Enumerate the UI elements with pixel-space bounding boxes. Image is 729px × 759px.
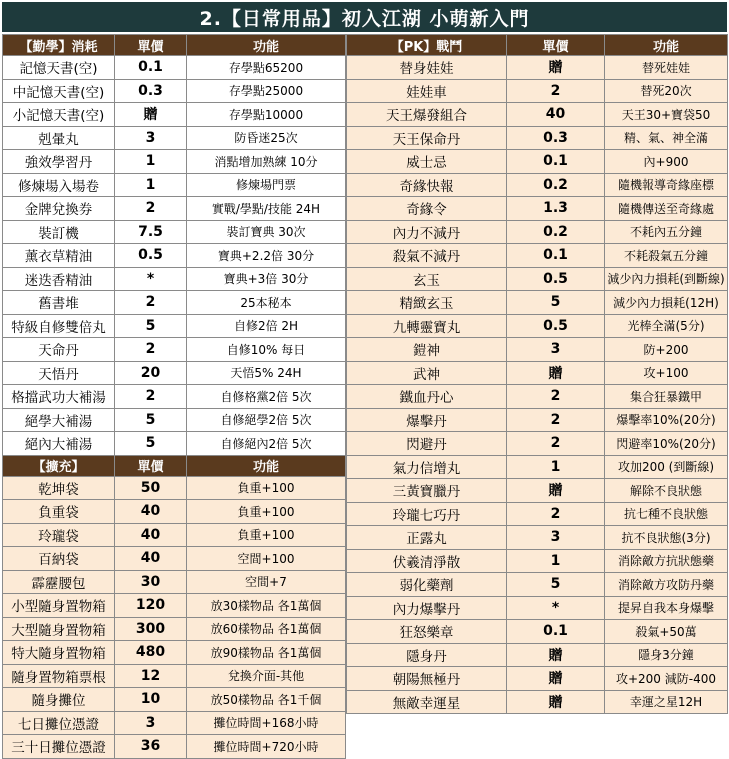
- item-function: 隨機報導奇緣座標: [605, 173, 728, 197]
- item-function: 天悟5% 24H: [187, 361, 346, 385]
- item-price: 300: [115, 617, 187, 641]
- item-function: 攻+200 減防-400: [605, 667, 728, 691]
- item-price: 0.3: [507, 126, 605, 150]
- item-name: 玲瓏七巧丹: [347, 502, 507, 526]
- page-title: 2.【日常用品】初入江湖 小萌新入門: [2, 2, 727, 32]
- table-row: [347, 620, 728, 644]
- table-row: [3, 103, 346, 127]
- table-row: [347, 338, 728, 362]
- table-row: [347, 173, 728, 197]
- table-row: [3, 641, 346, 665]
- item-price: 50: [115, 476, 187, 500]
- item-name: 內力不減丹: [347, 220, 507, 244]
- table-row: [347, 126, 728, 150]
- item-price: 贈: [507, 643, 605, 667]
- item-name: 威士忌: [347, 150, 507, 174]
- table-row: [3, 338, 346, 362]
- item-price: 2: [507, 408, 605, 432]
- pk-combat-table: [346, 34, 728, 714]
- table-row: [347, 267, 728, 291]
- table-row: [347, 455, 728, 479]
- item-price: 贈: [507, 361, 605, 385]
- item-price: 5: [115, 314, 187, 338]
- table-row: [3, 126, 346, 150]
- table-header: [3, 35, 346, 56]
- item-name: 武神: [347, 361, 507, 385]
- item-price: 贈: [507, 479, 605, 503]
- table-row: [3, 594, 346, 618]
- table-row: [347, 361, 728, 385]
- item-price: 5: [507, 291, 605, 315]
- item-price: 7.5: [115, 220, 187, 244]
- item-price: 2: [507, 79, 605, 103]
- consumables-table: [2, 34, 346, 759]
- table-row: [3, 664, 346, 688]
- item-name: 天命丹: [3, 338, 115, 362]
- table-row: [347, 103, 728, 127]
- item-name: 內力爆擊丹: [347, 596, 507, 620]
- item-name: 爆擊丹: [347, 408, 507, 432]
- table-row: [3, 476, 346, 500]
- item-function: 實戰/學點/技能 24H: [187, 197, 346, 221]
- header-function: 功能: [187, 455, 346, 476]
- table-row: [347, 244, 728, 268]
- item-price: 2: [115, 385, 187, 409]
- item-function: 負重+100: [187, 523, 346, 547]
- table-row: [3, 617, 346, 641]
- item-name: 百納袋: [3, 547, 115, 571]
- table-row: [3, 361, 346, 385]
- table-row: [347, 526, 728, 550]
- item-name: 鎧神: [347, 338, 507, 362]
- item-function: 兌換介面-其他: [187, 664, 346, 688]
- item-price: 3: [115, 711, 187, 735]
- item-price: 30: [115, 570, 187, 594]
- item-price: 0.1: [507, 244, 605, 268]
- table-row: [347, 56, 728, 80]
- item-name: 弱化藥劑: [347, 573, 507, 597]
- item-function: 幸運之星12H: [605, 690, 728, 714]
- table-row: [347, 197, 728, 221]
- item-price: *: [115, 267, 187, 291]
- table-row: [3, 547, 346, 571]
- table-header: [3, 455, 346, 476]
- item-name: 娃娃車: [347, 79, 507, 103]
- item-price: 40: [115, 500, 187, 524]
- item-function: 自修絕學2倍 5次: [187, 408, 346, 432]
- item-function: 減少內力損耗(到斷線): [605, 267, 728, 291]
- item-price: 1.3: [507, 197, 605, 221]
- item-name: 玲瓏袋: [3, 523, 115, 547]
- item-price: 0.1: [507, 150, 605, 174]
- item-price: 贈: [507, 56, 605, 80]
- table-row: [347, 596, 728, 620]
- item-function: 不耗內五分鐘: [605, 220, 728, 244]
- item-name: 絕學大補湯: [3, 408, 115, 432]
- item-price: 1: [507, 455, 605, 479]
- item-name: 朝陽無極丹: [347, 667, 507, 691]
- item-name: 特級自修雙倍丸: [3, 314, 115, 338]
- header-function: 功能: [605, 35, 728, 56]
- item-function: 負重+100: [187, 476, 346, 500]
- item-name: 隱身丹: [347, 643, 507, 667]
- item-name: 精緻玄玉: [347, 291, 507, 315]
- item-name: 裝訂機: [3, 220, 115, 244]
- item-name: 隨身置物箱票根: [3, 664, 115, 688]
- item-function: 放90樣物品 各1萬個: [187, 641, 346, 665]
- item-price: 3: [115, 126, 187, 150]
- item-function: 隱身3分鐘: [605, 643, 728, 667]
- item-function: 攻+100: [605, 361, 728, 385]
- header-name: 【擴充】: [3, 455, 115, 476]
- item-function: 爆擊率10%(20分): [605, 408, 728, 432]
- item-function: 自修絕內2倍 5次: [187, 432, 346, 456]
- table-row: [347, 690, 728, 714]
- table-row: [347, 643, 728, 667]
- item-price: 40: [115, 547, 187, 571]
- item-name: 負重袋: [3, 500, 115, 524]
- table-row: [3, 570, 346, 594]
- table-row: [3, 688, 346, 712]
- item-name: 玄玉: [347, 267, 507, 291]
- table-row: [3, 408, 346, 432]
- item-function: 不耗殺氣五分鐘: [605, 244, 728, 268]
- item-function: 負重+100: [187, 500, 346, 524]
- item-name: 正露丸: [347, 526, 507, 550]
- table-row: [347, 432, 728, 456]
- table-row: [347, 220, 728, 244]
- item-name: 閃避丹: [347, 432, 507, 456]
- item-name: 鐵血丹心: [347, 385, 507, 409]
- table-row: [3, 523, 346, 547]
- item-name: 格擋武功大補湯: [3, 385, 115, 409]
- item-price: *: [507, 596, 605, 620]
- table-row: [3, 432, 346, 456]
- table-row: [347, 314, 728, 338]
- header-name: 【勤學】消耗: [3, 35, 115, 56]
- item-name: 伏羲清淨散: [347, 549, 507, 573]
- item-name: 絕內大補湯: [3, 432, 115, 456]
- item-function: 攤位時間+168小時: [187, 711, 346, 735]
- item-function: 閃避率10%(20分): [605, 432, 728, 456]
- table-row: [3, 220, 346, 244]
- item-name: 七日攤位憑證: [3, 711, 115, 735]
- item-function: 提昇自我本身爆擊: [605, 596, 728, 620]
- table-row: [3, 150, 346, 174]
- item-price: 2: [507, 432, 605, 456]
- item-price: 0.3: [115, 79, 187, 103]
- item-name: 無敵幸運星: [347, 690, 507, 714]
- item-name: 奇緣令: [347, 197, 507, 221]
- item-function: 攤位時間+720小時: [187, 735, 346, 759]
- item-function: 自修10% 每日: [187, 338, 346, 362]
- item-price: 贈: [115, 103, 187, 127]
- item-function: 解除不良狀態: [605, 479, 728, 503]
- item-function: 天王30+寶袋50: [605, 103, 728, 127]
- item-name: 小型隨身置物箱: [3, 594, 115, 618]
- item-name: 天悟丹: [3, 361, 115, 385]
- table-row: [3, 173, 346, 197]
- item-price: 3: [507, 338, 605, 362]
- item-price: 2: [115, 197, 187, 221]
- header-price: 單價: [115, 35, 187, 56]
- item-name: 乾坤袋: [3, 476, 115, 500]
- table-row: [347, 502, 728, 526]
- item-price: 5: [115, 408, 187, 432]
- item-function: 隨機傳送至奇緣處: [605, 197, 728, 221]
- item-function: 內+900: [605, 150, 728, 174]
- item-name: 隨身攤位: [3, 688, 115, 712]
- item-price: 贈: [507, 690, 605, 714]
- item-function: 放30樣物品 各1萬個: [187, 594, 346, 618]
- item-function: 寶典+3倍 30分: [187, 267, 346, 291]
- item-function: 替死20次: [605, 79, 728, 103]
- table-row: [3, 244, 346, 268]
- item-price: 20: [115, 361, 187, 385]
- table-row: [347, 408, 728, 432]
- item-name: 大型隨身置物箱: [3, 617, 115, 641]
- item-name: 金牌兌換券: [3, 197, 115, 221]
- item-price: 40: [115, 523, 187, 547]
- item-function: 防+200: [605, 338, 728, 362]
- item-function: 存學點25000: [187, 79, 346, 103]
- item-name: 剋暈丸: [3, 126, 115, 150]
- item-price: 480: [115, 641, 187, 665]
- item-function: 空間+7: [187, 570, 346, 594]
- table-row: [347, 291, 728, 315]
- item-function: 精、氣、神全滿: [605, 126, 728, 150]
- table-row: [347, 479, 728, 503]
- item-function: 自修2倍 2H: [187, 314, 346, 338]
- item-function: 修煉場門票: [187, 173, 346, 197]
- header-price: 單價: [507, 35, 605, 56]
- table-row: [347, 549, 728, 573]
- item-name: 特大隨身置物箱: [3, 641, 115, 665]
- item-name: 替身娃娃: [347, 56, 507, 80]
- item-price: 2: [507, 385, 605, 409]
- item-function: 光棒全滿(5分): [605, 314, 728, 338]
- item-price: 12: [115, 664, 187, 688]
- item-price: 5: [115, 432, 187, 456]
- item-price: 36: [115, 735, 187, 759]
- item-function: 放60樣物品 各1萬個: [187, 617, 346, 641]
- item-price: 贈: [507, 667, 605, 691]
- item-function: 25本秘本: [187, 291, 346, 315]
- item-name: 天王爆發組合: [347, 103, 507, 127]
- item-function: 消除敵方抗狀態藥: [605, 549, 728, 573]
- item-name: 霹靂腰包: [3, 570, 115, 594]
- item-name: 強效學習丹: [3, 150, 115, 174]
- item-price: 0.5: [507, 267, 605, 291]
- item-function: 放50樣物品 各1千個: [187, 688, 346, 712]
- item-price: 2: [115, 338, 187, 362]
- item-function: 消除敵方攻防丹藥: [605, 573, 728, 597]
- item-function: 攻加200 (到斷線): [605, 455, 728, 479]
- item-price: 120: [115, 594, 187, 618]
- table-row: [347, 79, 728, 103]
- item-name: 薰衣草精油: [3, 244, 115, 268]
- item-name: 狂怒樂章: [347, 620, 507, 644]
- item-function: 替死娃娃: [605, 56, 728, 80]
- table-row: [3, 197, 346, 221]
- table-row: [347, 667, 728, 691]
- table-row: [3, 267, 346, 291]
- item-function: 寶典+2.2倍 30分: [187, 244, 346, 268]
- item-name: 中記憶天書(空): [3, 79, 115, 103]
- item-name: 天王保命丹: [347, 126, 507, 150]
- item-price: 0.1: [115, 56, 187, 80]
- item-name: 殺氣不減丹: [347, 244, 507, 268]
- table-row: [3, 79, 346, 103]
- item-price: 0.2: [507, 220, 605, 244]
- item-function: 防昏迷25次: [187, 126, 346, 150]
- item-function: 集合狂暴鐵甲: [605, 385, 728, 409]
- table-row: [3, 56, 346, 80]
- item-name: 舊書堆: [3, 291, 115, 315]
- item-price: 0.5: [115, 244, 187, 268]
- item-function: 裝訂寶典 30次: [187, 220, 346, 244]
- item-function: 空間+100: [187, 547, 346, 571]
- item-function: 自修格黨2倍 5次: [187, 385, 346, 409]
- item-name: 小記憶天書(空): [3, 103, 115, 127]
- item-price: 0.1: [507, 620, 605, 644]
- item-price: 0.5: [507, 314, 605, 338]
- table-row: [3, 314, 346, 338]
- item-function: 存學點65200: [187, 56, 346, 80]
- item-function: 殺氣+50萬: [605, 620, 728, 644]
- item-price: 1: [115, 173, 187, 197]
- item-price: 1: [507, 549, 605, 573]
- table-row: [3, 385, 346, 409]
- item-function: 存學點10000: [187, 103, 346, 127]
- item-price: 10: [115, 688, 187, 712]
- item-function: 減少內力損耗(12H): [605, 291, 728, 315]
- item-price: 3: [507, 526, 605, 550]
- item-name: 奇緣快報: [347, 173, 507, 197]
- table-row: [347, 573, 728, 597]
- item-name: 三十日攤位憑證: [3, 735, 115, 759]
- item-price: 1: [115, 150, 187, 174]
- table-header: [347, 35, 728, 56]
- item-price: 0.2: [507, 173, 605, 197]
- item-function: 抗不良狀態(3分): [605, 526, 728, 550]
- header-price: 單價: [115, 455, 187, 476]
- item-price: 40: [507, 103, 605, 127]
- item-price: 2: [115, 291, 187, 315]
- item-function: 抗七種不良狀態: [605, 502, 728, 526]
- item-price: 2: [507, 502, 605, 526]
- header-name: 【PK】戰鬥: [347, 35, 507, 56]
- item-name: 氣力信增丸: [347, 455, 507, 479]
- item-name: 迷迭香精油: [3, 267, 115, 291]
- table-row: [347, 385, 728, 409]
- item-name: 記憶天書(空): [3, 56, 115, 80]
- table-row: [3, 735, 346, 759]
- item-name: 三黃寶臘丹: [347, 479, 507, 503]
- table-row: [3, 291, 346, 315]
- table-row: [3, 500, 346, 524]
- item-function: 消點增加熟練 10分: [187, 150, 346, 174]
- item-name: 九轉靈寶丸: [347, 314, 507, 338]
- table-row: [3, 711, 346, 735]
- item-price: 5: [507, 573, 605, 597]
- table-row: [347, 150, 728, 174]
- header-function: 功能: [187, 35, 346, 56]
- item-name: 修煉場入場卷: [3, 173, 115, 197]
